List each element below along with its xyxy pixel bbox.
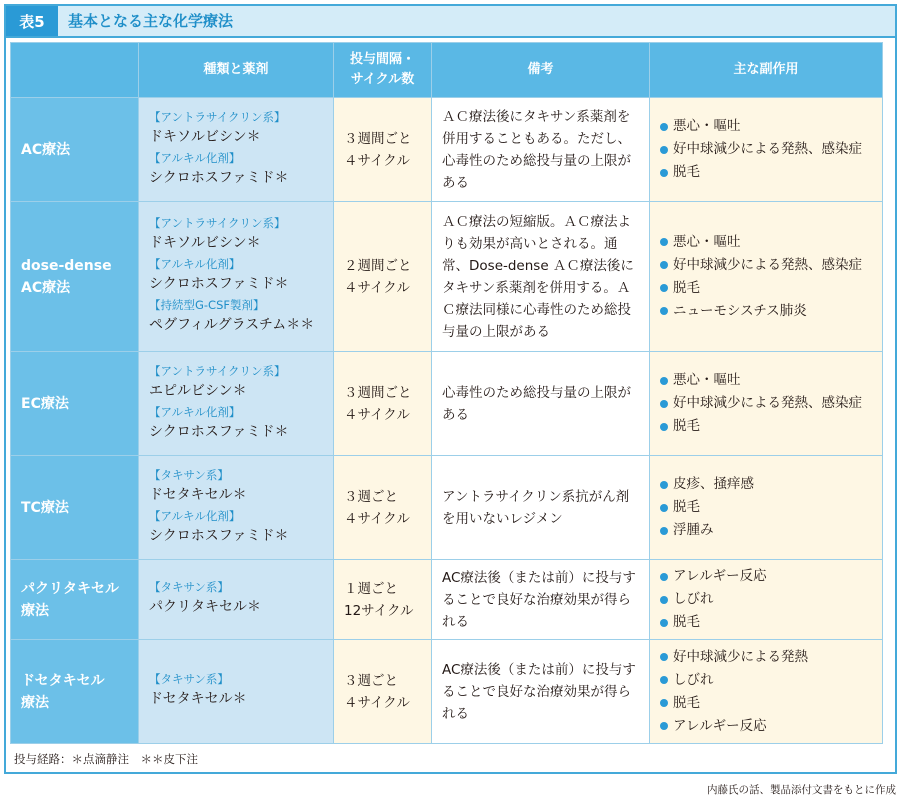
bullet-icon: [660, 284, 668, 292]
drug-cell: [139, 640, 334, 744]
effects-cell: [650, 640, 883, 744]
side-effect-item: [660, 300, 872, 323]
regimen-name: dose-dense AC療法: [11, 202, 139, 352]
bullet-icon: [660, 573, 668, 581]
drug-name: シクロホスファミド＊: [149, 423, 289, 440]
bullet-icon: [660, 504, 668, 512]
notes-cell: AC療法後（または前）に投与することで良好な治療効果が得られる: [432, 560, 650, 640]
schedule-line: 12サイクル: [344, 602, 414, 619]
bullet-icon: [660, 123, 668, 131]
side-effect-item: [660, 473, 872, 496]
schedule-line: ４サイクル: [344, 694, 410, 711]
effects-cell: [650, 560, 883, 640]
regimen-name: TC療法: [11, 456, 139, 560]
bullet-icon: [660, 722, 668, 730]
drug-name: ドキソルビシン＊: [149, 128, 261, 145]
side-effect-item: [660, 646, 872, 669]
side-effect-item: [660, 369, 872, 392]
drug-name: シクロホスファミド＊: [149, 276, 289, 292]
drug-cell: [139, 352, 334, 456]
side-effect-label: 悪心・嘔吐: [673, 372, 741, 388]
source-note: 内藤氏の話、製品添付文書をもとに作成: [707, 784, 896, 796]
regimen-name: AC療法: [11, 98, 139, 202]
drug-name: ドセタキセル＊: [149, 486, 247, 503]
schedule-line: ３週ごと: [344, 488, 398, 505]
table-row: [11, 640, 883, 744]
regimen-table: [10, 42, 883, 744]
schedule-line: ４サイクル: [344, 279, 410, 296]
header-effects: 主な副作用: [650, 43, 883, 98]
drug-cell: [139, 202, 334, 352]
effects-cell: [650, 352, 883, 456]
side-effect-item: [660, 588, 872, 611]
bullet-icon: [660, 146, 668, 154]
notes-cell: AC療法後（または前）に投与することで良好な治療効果が得られる: [432, 640, 650, 744]
table-title: 基本となる主な化学療法: [68, 12, 234, 30]
side-effect-label: 脱毛: [673, 418, 700, 434]
drug-name: シクロホスファミド＊: [149, 527, 289, 544]
drug-class-label: 【アントラサイクリン系】: [149, 109, 286, 124]
drug-class-label: 【タキサン系】: [149, 672, 229, 686]
table-row: [11, 456, 883, 560]
schedule-line: １週ごと: [344, 580, 398, 597]
bullet-icon: [660, 699, 668, 707]
side-effect-item: [660, 692, 872, 715]
drug-class-label: 【タキサン系】: [149, 467, 229, 482]
side-effect-label: 悪心・嘔吐: [673, 233, 741, 250]
side-effect-label: しびれ: [673, 591, 714, 607]
side-effect-label: 好中球減少による発熱: [673, 648, 808, 665]
drug-name: ドキソルビシン＊: [149, 235, 261, 251]
header-corner: [11, 43, 139, 98]
drug-class-label: 【アントラサイクリン系】: [149, 363, 286, 378]
effects-cell: [650, 456, 883, 560]
side-effect-item: [660, 715, 872, 738]
side-effect-label: ニューモシスチス肺炎: [673, 302, 807, 319]
drug-class-label: 【持続型G-CSF製剤】: [149, 298, 265, 312]
side-effect-item: [660, 138, 872, 161]
header-row: [11, 43, 883, 98]
side-effect-item: [660, 565, 872, 588]
notes-cell: 心毒性のため総投与量の上限がある: [432, 352, 650, 456]
side-effect-item: [660, 277, 872, 300]
notes-cell: アントラサイクリン系抗がん剤を用いないレジメン: [432, 456, 650, 560]
drug-class-label: 【アントラサイクリン系】: [149, 216, 286, 230]
schedule-cell: [334, 202, 432, 352]
side-effect-label: 浮腫み: [673, 522, 714, 538]
regimen-name: EC療法: [11, 352, 139, 456]
table-number-tag: 表5: [6, 6, 58, 36]
side-effect-item: [660, 231, 872, 254]
bullet-icon: [660, 400, 668, 408]
bullet-icon: [660, 261, 668, 269]
side-effect-label: 脱毛: [673, 614, 700, 630]
side-effect-label: 好中球減少による発熱、感染症: [673, 395, 862, 411]
regimen-name: ドセタキセル 療法: [11, 640, 139, 744]
drug-name: シクロホスファミド＊: [149, 169, 289, 186]
table-row: [11, 98, 883, 202]
schedule-cell: [334, 640, 432, 744]
bullet-icon: [660, 307, 668, 315]
side-effect-label: 脱毛: [673, 164, 700, 180]
drug-name: ペグフィルグラスチム＊＊: [149, 317, 315, 333]
schedule-line: ３週間ごと: [344, 384, 412, 401]
header-schedule: 投与間隔・ サイクル数: [334, 43, 432, 98]
bullet-icon: [660, 423, 668, 431]
side-effect-label: アレルギー反応: [673, 568, 767, 584]
schedule-line: ３週間ごと: [344, 130, 412, 147]
bullet-icon: [660, 653, 668, 661]
side-effect-item: [660, 669, 872, 692]
drug-name: パクリタキセル＊: [149, 599, 261, 615]
drug-name: ドセタキセル＊: [149, 691, 247, 707]
schedule-cell: [334, 352, 432, 456]
notes-cell: ＡＣ療法の短縮版。ＡＣ療法よりも効果が高いとされる。通常、Dose-dense ＡＣ療法後にタキサン系薬剤を併用する。ＡＣ療法同様に心毒性のため総投与量の上限がある: [432, 202, 650, 352]
notes-cell: ＡＣ療法後にタキサン系薬剤を併用することもある。ただし、心毒性のため総投与量の上限がある: [432, 98, 650, 202]
bullet-icon: [660, 527, 668, 535]
side-effect-label: 悪心・嘔吐: [673, 118, 741, 134]
header-notes: 備考: [432, 43, 650, 98]
table-row: [11, 352, 883, 456]
schedule-line: ３週ごと: [344, 672, 398, 689]
side-effect-label: 脱毛: [673, 499, 700, 515]
side-effect-label: アレルギー反応: [673, 717, 767, 734]
side-effect-label: 皮疹、掻痒感: [673, 476, 754, 492]
drug-cell: [139, 98, 334, 202]
effects-cell: [650, 98, 883, 202]
table-row: [11, 560, 883, 640]
schedule-cell: [334, 98, 432, 202]
side-effect-label: 好中球減少による発熱、感染症: [673, 141, 862, 157]
bullet-icon: [660, 619, 668, 627]
table-row: [11, 202, 883, 352]
side-effect-label: 脱毛: [673, 694, 700, 711]
bullet-icon: [660, 169, 668, 177]
title-bar: [6, 6, 895, 38]
schedule-line: ４サイクル: [344, 510, 410, 527]
effects-cell: [650, 202, 883, 352]
drug-class-label: 【アルキル化剤】: [149, 257, 241, 271]
bullet-icon: [660, 676, 668, 684]
side-effect-item: [660, 254, 872, 277]
side-effect-item: [660, 519, 872, 542]
drug-cell: [139, 560, 334, 640]
schedule-line: ４サイクル: [344, 406, 410, 423]
bullet-icon: [660, 481, 668, 489]
drug-name: エピルビシン＊: [149, 382, 247, 399]
schedule-cell: [334, 456, 432, 560]
drug-class-label: 【アルキル化剤】: [149, 404, 241, 419]
side-effect-label: しびれ: [673, 671, 714, 688]
bullet-icon: [660, 377, 668, 385]
side-effect-item: [660, 611, 872, 634]
bullet-icon: [660, 596, 668, 604]
drug-class-label: 【アルキル化剤】: [149, 150, 241, 165]
side-effect-label: 好中球減少による発熱、感染症: [673, 256, 862, 273]
side-effect-label: 脱毛: [673, 279, 700, 296]
bullet-icon: [660, 238, 668, 246]
regimen-name: パクリタキセル 療法: [11, 560, 139, 640]
drug-class-label: 【アルキル化剤】: [149, 508, 241, 523]
side-effect-item: [660, 415, 872, 438]
side-effect-item: [660, 392, 872, 415]
footnote: 投与経路：＊点滴静注 ＊＊皮下注: [14, 752, 198, 766]
drug-class-label: 【タキサン系】: [149, 580, 229, 594]
side-effect-item: [660, 496, 872, 519]
schedule-cell: [334, 560, 432, 640]
side-effect-item: [660, 115, 872, 138]
side-effect-item: [660, 161, 872, 184]
header-drugs: 種類と薬剤: [139, 43, 334, 98]
schedule-line: ４サイクル: [344, 152, 410, 169]
drug-cell: [139, 456, 334, 560]
schedule-line: ２週間ごと: [344, 257, 412, 274]
